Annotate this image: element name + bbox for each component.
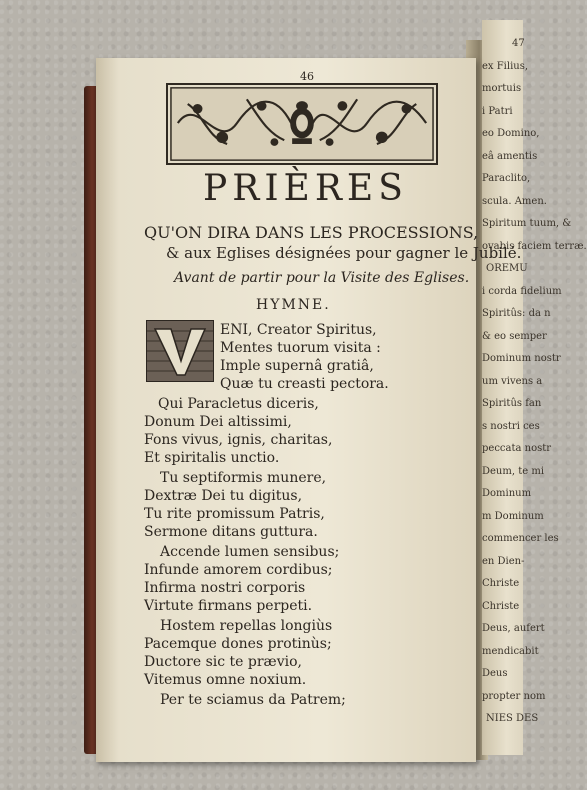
right-page-fragment: commencer les [482,533,559,544]
page-number: 46 [300,70,314,83]
verse-line: Dextræ Dei tu digitus, [144,488,303,504]
verse-line: ENI, Creator Spiritus, [220,322,377,338]
verse-line: Fons vivus, ignis, charitas, [144,432,333,448]
right-page-fragment: Christe [482,600,520,612]
verse-line: Qui Paracletus diceris, [158,396,319,412]
verse-line: Tu septiformis munere, [160,470,327,486]
right-page-fragment: m Dominum [482,510,544,522]
right-page-fragment: i corda fidelium [482,285,562,297]
right-page-fragment: propter nom [482,690,546,702]
verse-line: Quæ tu creasti pectora. [220,376,389,392]
floral-woodcut-headpiece-icon [166,83,438,165]
ornamental-initial-v-icon [146,320,214,382]
verse-line: Per te sciamus da Patrem; [160,692,346,708]
subtitle-jubile: & aux Eglises désignées pour gagner le Jubilé. [166,244,522,262]
right-page-fragment: 47 [512,38,525,49]
verse-line: Infirma nostri corporis [144,580,306,596]
right-page-fragment: eo Domino, [482,128,540,139]
right-page-fragment: Deus, aufert [482,623,545,634]
verse-line: Ductore sic te prævio, [144,654,302,670]
hymn-heading: HYMNE. [256,297,331,313]
right-page-fragment: Deum, te mi [482,465,545,477]
right-page-fragment: Spiritûs: da n [482,308,551,319]
verse-line: Virtute firmans perpeti. [144,598,313,614]
right-page-fragment: scula. Amen. [482,195,547,207]
right-page-fragment: i Patri [482,105,513,117]
italic-instruction: Avant de partir pour la Visite des Eglises. [174,270,470,286]
verse-line: Infunde amorem cordibus; [144,562,333,578]
right-page-fragment: Dominum [482,488,532,499]
right-page-fragment: Deus [482,668,508,679]
verse-line: Vitemus omne noxium. [144,672,307,688]
verse-line: Imple supernâ gratiâ, [220,358,374,374]
right-page-fragment: s nostri ces [482,420,540,432]
right-page-fragment: NIES DES [486,713,539,724]
right-page-fragment: Spiritum tuum, & [482,218,572,229]
page-title: PRIÈRES [203,168,408,209]
right-page-fragment: en Dien- [482,555,525,567]
right-page-fragment: um vivens a [482,375,543,387]
verse-line: Accende lumen sensibus; [160,544,340,560]
right-page [482,20,587,755]
right-page-fragment: mendicabit [482,645,539,657]
verse-line: Hostem repellas longiùs [160,618,333,634]
right-page-fragment: Christe [482,578,520,589]
right-page-fragment: ovabis faciem terræ. [482,240,587,252]
verse-line: Tu rite promissum Patris, [144,506,325,522]
verse-line: Et spiritalis unctio. [144,450,280,466]
verse-line: Sermone ditans guttura. [144,524,318,540]
verse-line: Donum Dei altissimi, [144,414,292,430]
verse-line: Pacemque dones protinùs; [144,636,332,652]
subtitle-processions: QU'ON DIRA DANS LES PROCESSIONS, [144,223,479,242]
right-page-fragment: peccata nostr [482,443,552,454]
verse-line: Mentes tuorum visita : [220,340,381,356]
right-page-fragment: OREMU [486,263,528,274]
right-page-fragment: ex Filius, [482,60,529,72]
right-page-fragment: & eo semper [482,330,547,342]
right-page-fragment: mortuis [482,83,522,94]
right-page-fragment: eâ amentis [482,150,538,162]
right-page-fragment: Dominum nostr [482,353,561,364]
right-page-fragment: Paraclito, [482,173,531,184]
right-page-fragment: Spiritûs fan [482,398,542,409]
